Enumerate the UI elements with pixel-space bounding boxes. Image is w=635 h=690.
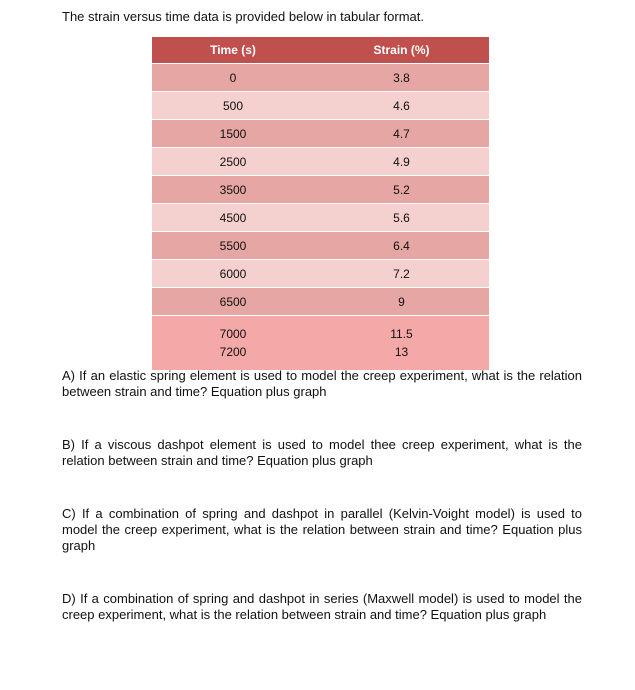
strain-cell: [314, 316, 489, 370]
strain-time-table: [152, 37, 489, 371]
table-row: [152, 92, 489, 120]
question-d: D) If a combination of spring and dashpot in series (Maxwell model) is used to model the creep experiment, what is the relation between strain and time? Equation plus graph: [62, 591, 582, 622]
question-b: B) If a viscous dashpot element is used to model thee creep experiment, what is the relation between strain and time? Equation plus graph: [62, 437, 582, 468]
time-cell: 5500: [219, 238, 247, 253]
strain-value: 11.5: [390, 327, 413, 341]
time-cell: 500: [222, 98, 244, 113]
time-cell: 4500: [219, 210, 247, 225]
strain-cell: 5.2: [393, 182, 410, 197]
question-c: C) If a combination of spring and dashpot in parallel (Kelvin-Voight model) is used to model the creep experiment, what is the relation between strain and time? Equation plus graph: [62, 506, 582, 553]
table-row: [152, 260, 489, 288]
table-header-row: [152, 37, 489, 64]
time-cell: 6000: [219, 266, 247, 281]
header-time: Time (s): [210, 43, 256, 57]
time-cell: 6500: [219, 294, 247, 309]
strain-cell: 5.6: [393, 210, 410, 225]
strain-cell: 4.6: [393, 98, 410, 113]
time-value: 7200: [219, 345, 247, 359]
strain-cell: 4.7: [393, 126, 410, 141]
header-strain: Strain (%): [373, 43, 430, 57]
question-a: A) If an elastic spring element is used to model the creep experiment, what is the relation between strain and time? Equation plus graph: [62, 368, 582, 399]
table-row: [152, 232, 489, 260]
intro-text: The strain versus time data is provided below in tabular format.: [62, 9, 425, 24]
table-row: [152, 288, 489, 316]
strain-cell: 3.8: [393, 70, 410, 85]
table-row: [152, 148, 489, 176]
strain-cell: 7.2: [393, 266, 410, 281]
table-row: [152, 120, 489, 148]
table-row: [152, 204, 489, 232]
table-row: [152, 176, 489, 204]
time-cell: 3500: [219, 182, 247, 197]
strain-cell: 4.9: [393, 154, 410, 169]
time-value: 7000: [219, 327, 247, 341]
time-cell: 2500: [219, 154, 247, 169]
time-cell: 0: [229, 70, 237, 85]
strain-value: 13: [394, 345, 409, 359]
time-cell: 1500: [219, 126, 247, 141]
table-row: [152, 64, 489, 92]
table-row: [152, 316, 489, 371]
time-cell: [152, 316, 314, 370]
strain-cell: 6.4: [393, 238, 410, 253]
strain-cell: 9: [398, 294, 405, 309]
